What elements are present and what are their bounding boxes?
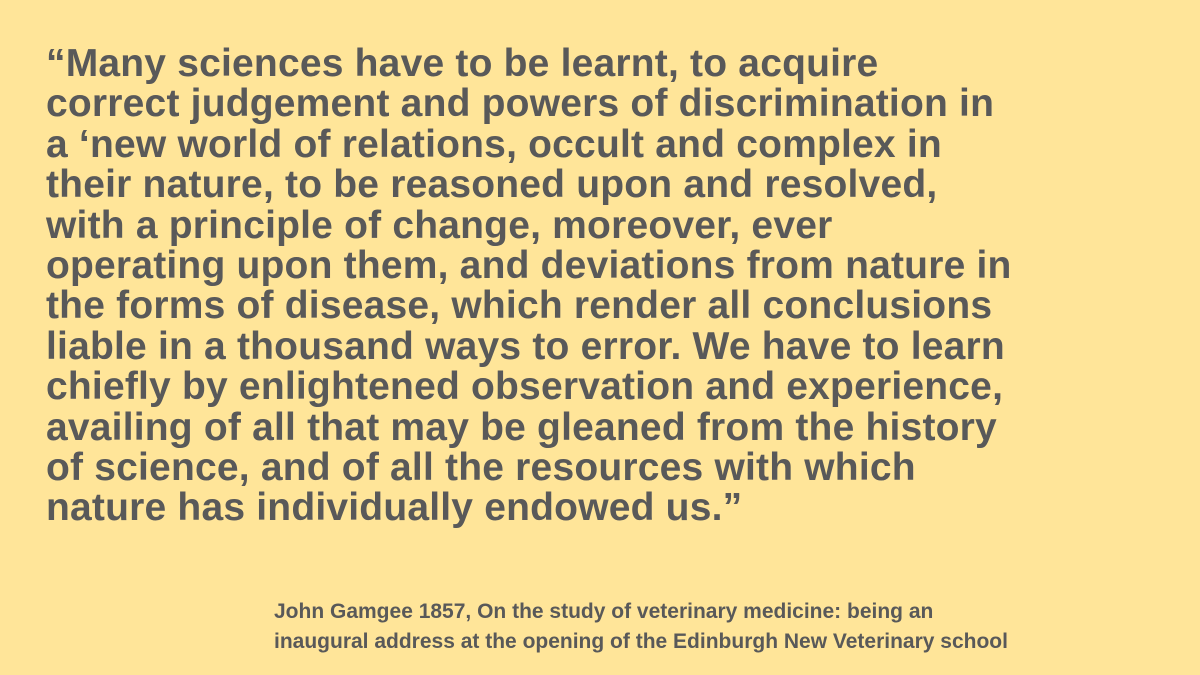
quote-line: liable in a thousand ways to error. We have to learn (46, 324, 1005, 368)
quote-line: a ‘new world of relations, occult and complex in (46, 122, 942, 166)
quote-line: the forms of disease, which render all conclusions (46, 284, 993, 328)
quote-line: operating upon them, and deviations from nature in (46, 244, 1012, 288)
quote-text (46, 44, 1012, 529)
quote-line: correct judgement and powers of discrimination in (46, 82, 995, 126)
quote-citation (274, 597, 1008, 657)
quote-line: “Many sciences have to be learnt, to acquire (46, 42, 879, 85)
quote-line: chiefly by enlightened observation and experience, (46, 365, 1004, 409)
quote-line: nature has individually endowed us.” (46, 486, 743, 530)
quote-line: availing of all that may be gleaned from the history (46, 405, 997, 449)
citation-line: John Gamgee 1857, On the study of veterinary medicine: being an (274, 600, 934, 623)
quote-line: of science, and of all the resources with which (46, 446, 916, 490)
citation-line: inaugural address at the opening of the Edinburgh New Veterinary school (274, 630, 1008, 653)
quote-line: with a principle of change, moreover, ever (46, 203, 833, 247)
quote-line: their nature, to be reasoned upon and resolved, (46, 163, 938, 207)
